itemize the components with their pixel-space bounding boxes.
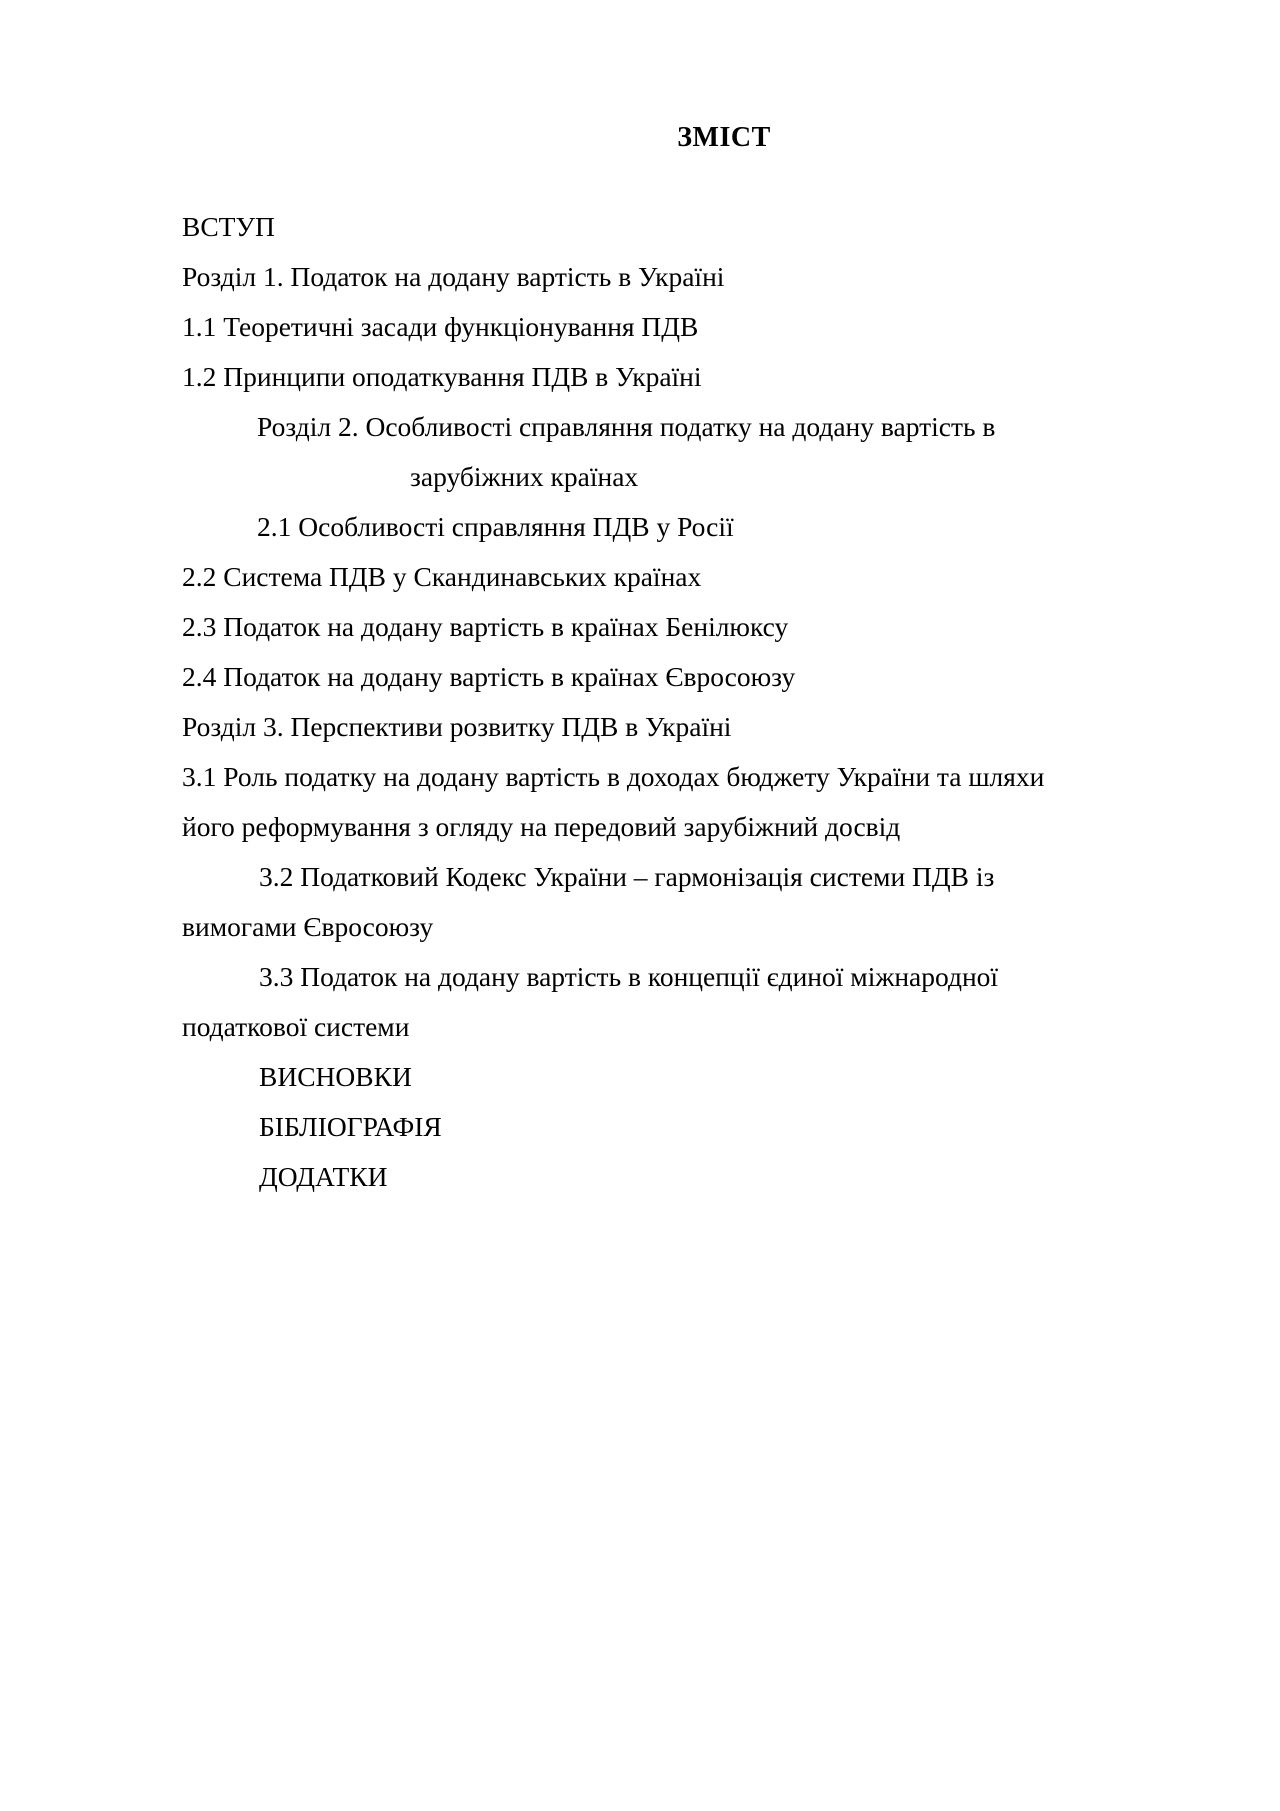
toc-item-intro: ВСТУП <box>182 211 275 242</box>
toc-item-3-2: 3.2 Податковий Кодекс України – гармонізація системи ПДВ із <box>259 861 995 892</box>
toc-item-section-2-cont: зарубіжних країнах <box>410 461 639 492</box>
toc-item-3-3: 3.3 Податок на додану вартість в концепції єдиної міжнародної <box>259 961 999 992</box>
page-title: ЗМІСТ <box>677 122 771 153</box>
toc-item-section-3: Розділ 3. Перспективи розвитку ПДВ в Україні <box>182 711 732 742</box>
toc-item-section-2: Розділ 2. Особливості справляння податку на додану вартість в <box>257 411 996 442</box>
toc-item-3-2-cont: вимогами Євросоюзу <box>182 911 434 942</box>
toc-item-1-1: 1.1 Теоретичні засади функціонування ПДВ <box>182 311 699 342</box>
toc-item-2-1: 2.1 Особливості справляння ПДВ у Росії <box>257 511 734 542</box>
toc-item-appendices: ДОДАТКИ <box>259 1161 388 1192</box>
toc-item-2-2: 2.2 Система ПДВ у Скандинавських країнах <box>182 561 702 592</box>
toc-item-conclusions: ВИСНОВКИ <box>259 1061 412 1092</box>
toc-item-section-1: Розділ 1. Податок на додану вартість в Україні <box>182 261 725 292</box>
toc-item-2-3: 2.3 Податок на додану вартість в країнах Бенілюксу <box>182 611 789 642</box>
toc-item-1-2: 1.2 Принципи оподаткування ПДВ в Україні <box>182 361 702 392</box>
toc-item-3-1-cont: його реформування з огляду на передовий зарубіжний досвід <box>182 811 901 842</box>
toc-item-3-3-cont: податкової системи <box>182 1011 410 1042</box>
toc-item-bibliography: БІБЛІОГРАФІЯ <box>259 1111 442 1142</box>
toc-item-3-1: 3.1 Роль податку на додану вартість в доходах бюджету України та шляхи <box>182 761 1045 792</box>
toc-item-2-4: 2.4 Податок на додану вартість в країнах Євросоюзу <box>182 661 796 692</box>
